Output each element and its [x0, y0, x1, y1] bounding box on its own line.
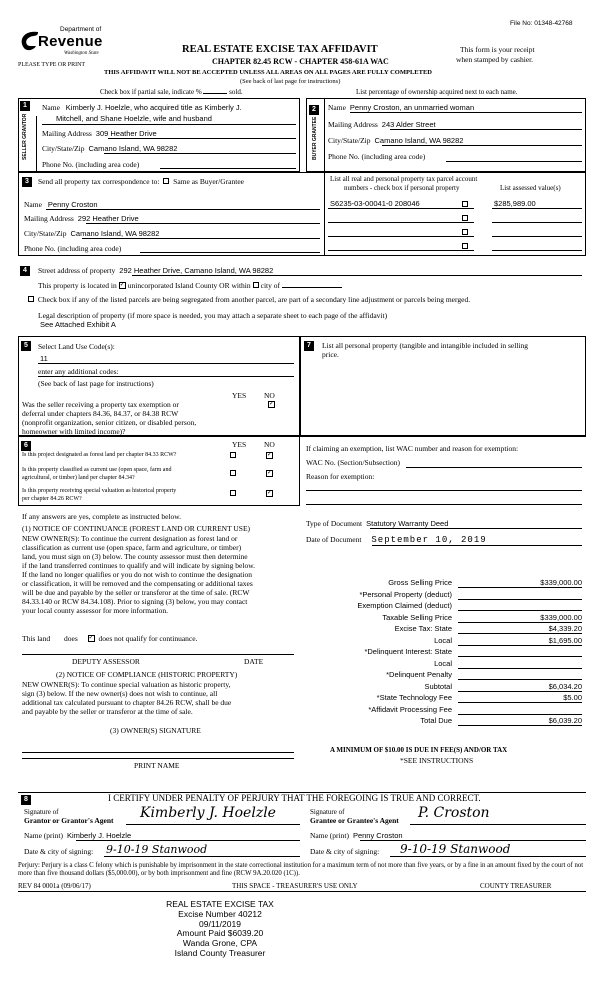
- personal-property-checkbox-1[interactable]: [462, 201, 468, 207]
- grantee-signature[interactable]: P. Croston: [418, 805, 490, 821]
- s2-city-row: City/State/Zip Camano Island, WA 98282: [328, 136, 464, 145]
- grantee-print-name[interactable]: Penny Croston: [352, 831, 403, 840]
- calc-value[interactable]: $339,000.00: [458, 578, 582, 588]
- receipt-note-2: when stamped by cashier.: [456, 55, 534, 64]
- please-type: PLEASE TYPE OR PRINT: [18, 62, 86, 68]
- s4-street-row: Street address of property 292 Heather Drive, Camano Island, WA 98282: [38, 266, 274, 275]
- s6-yes-header: YES: [232, 440, 247, 449]
- document-type[interactable]: Statutory Warranty Deed: [366, 519, 449, 528]
- document-date[interactable]: September 10, 2019: [371, 535, 487, 545]
- personal-property-checkbox-4[interactable]: [462, 243, 468, 249]
- land-use-code[interactable]: 11: [40, 354, 48, 363]
- sold-label: sold.: [229, 88, 243, 96]
- section-3-number: 3: [22, 176, 32, 187]
- section-5-number: 5: [21, 340, 31, 351]
- section-7-number: 7: [304, 340, 314, 351]
- seller-name-line1[interactable]: Kimberly J. Hoelzle, who acquired title as Kimberly J.: [65, 103, 242, 112]
- notice-compliance-title: (2) NOTICE OF COMPLIANCE (HISTORIC PROPERTY): [56, 670, 238, 679]
- calc-value[interactable]: [458, 705, 582, 715]
- section-7-personal-property: [300, 336, 586, 436]
- calc-row: [308, 601, 588, 612]
- calc-value[interactable]: $1,695.00: [458, 636, 582, 646]
- buyer-city[interactable]: Camano Island, WA 98282: [374, 136, 464, 145]
- personal-property-label-1: List all personal property (tangible and intangible included in selling: [322, 341, 528, 350]
- exemption-label: If claiming an exemption, list WAC number and reason for exemption:: [306, 444, 519, 453]
- treasurer-space-label: THIS SPACE - TREASURER'S USE ONLY: [232, 882, 358, 890]
- s1-name-label: Name: [42, 103, 60, 112]
- s5-question-line3: (nonprofit organization, senior citizen, or disabled person,: [22, 418, 197, 427]
- s3-mail-row: Mailing Address 292 Heather Drive: [24, 214, 139, 223]
- list-percentage-note: List percentage of ownership acquired next to each name.: [356, 88, 518, 96]
- calc-row: [308, 613, 588, 624]
- tax-correspondence-address[interactable]: 292 Heather Drive: [77, 214, 139, 223]
- personal-property-label-2: price.: [322, 350, 339, 359]
- s5-yes-header: YES: [232, 391, 247, 400]
- county-treasurer-label: COUNTY TREASURER: [480, 882, 552, 890]
- dor-logo: [18, 26, 118, 62]
- calc-label: Total Due: [420, 716, 452, 725]
- reason-input[interactable]: [306, 490, 582, 491]
- assessed-value-1[interactable]: $285,989.00: [494, 199, 536, 208]
- calc-value[interactable]: [458, 647, 582, 657]
- stamp-line-6: Island County Treasurer: [174, 947, 266, 958]
- s4-segregated-row: Check box if any of the listed parcels are being segregated from another parcel, are part of a secondary line adjustment or parcels being merged.: [26, 295, 470, 304]
- grantee-name-row: Name (print) Penny Croston: [310, 831, 403, 840]
- s2-mail-row: Mailing Address 243 Alder Street: [328, 120, 436, 129]
- notice-continuance-body: NEW OWNER(S): To continue the current designation as forest land or classification as current use (open space, farm and agriculture, or timber) land, you must sign on (3) below. The county assessor must then determine if the land transferred continues to qualify and will indicate by signing below. If the land no longer qualifies or you do not wish to continue the designation or classification, it will be removed and the compensating or additional taxes will be due and payable by the seller or transferor at the time of sale. (RCW 84.33.140 or RCW 84.34.108). Prior to signing (3) below, you may contact your local county assessor for more information.: [22, 534, 255, 615]
- s6-q3-yes[interactable]: [230, 490, 236, 496]
- deputy-assessor-label: DEPUTY ASSESSOR: [72, 657, 140, 666]
- calc-value[interactable]: [458, 590, 582, 600]
- s5-question-line1: Was the seller receiving a property tax exemption or: [22, 400, 179, 409]
- s6-q3-no[interactable]: ✓: [267, 489, 273, 496]
- calc-label: Excise Tax: State: [394, 624, 452, 633]
- grantor-name-row: Name (print) Kimberly J. Hoelzle: [24, 831, 132, 840]
- calc-label: Local: [434, 658, 452, 668]
- stamp-line-5: Wanda Grone, CPA: [182, 938, 258, 949]
- if-yes-note: If any answers are yes, complete as instructed below.: [22, 512, 182, 521]
- buyer-mailing-address[interactable]: 243 Alder Street: [381, 120, 436, 129]
- partial-sale-row: [100, 88, 243, 96]
- section-4-number: 4: [20, 265, 30, 276]
- partial-sale-input[interactable]: [203, 93, 227, 94]
- grantor-sig-label-1: Signature of: [24, 808, 59, 816]
- calc-row: [308, 590, 588, 601]
- calc-value[interactable]: $339,000.00: [458, 613, 582, 623]
- s6-q3-line1: Is this property receiving special valuation as historical property: [22, 488, 177, 494]
- grantor-date-label: Date & city of signing:: [24, 847, 94, 856]
- stamp-line-3: 09/11/2019: [199, 918, 241, 929]
- calc-value[interactable]: $5.00: [458, 693, 582, 703]
- calc-row: [308, 647, 588, 658]
- calc-row: [308, 705, 588, 716]
- notice-compliance-body: NEW OWNER(S): To continue special valuation as historic property, sign (3) below. If the new owner(s) does not wish to continue, all additional tax calculated pursuant to chapter 84.26 RCW, shall be due and payable by the seller or transferor at the time of sale.: [22, 680, 232, 716]
- minimum-fee-note: A MINIMUM OF $10.00 IS DUE IN FEE(S) AND/OR TAX: [330, 746, 508, 754]
- buyer-name[interactable]: Penny Croston, an unmarried woman: [349, 103, 475, 112]
- seller-city[interactable]: Camano Island, WA 98282: [88, 144, 178, 153]
- logo-line2: Revenue: [38, 33, 103, 50]
- seller-phone-label: Phone No. (including area code): [42, 160, 140, 169]
- calc-row: [308, 659, 588, 670]
- calc-label: *Personal Property (deduct): [359, 589, 452, 599]
- calc-value[interactable]: [458, 601, 582, 611]
- seller-mailing-address[interactable]: 309 Heather Drive: [95, 129, 157, 138]
- doc-date-row: Date of Document September 10, 2019: [306, 535, 487, 545]
- partial-sale-label: Check box if partial sale, indicate %: [100, 88, 202, 96]
- s6-q2-line1: Is this property classified as current use (open space, farm and: [22, 467, 172, 473]
- same-as-buyer-checkbox[interactable]: [163, 178, 169, 184]
- tax-correspondence-name[interactable]: Penny Croston: [47, 200, 98, 209]
- calc-row: [308, 670, 588, 681]
- city-of-checkbox[interactable]: [253, 282, 259, 288]
- tax-correspondence-city[interactable]: Camano Island, WA 98282: [70, 229, 160, 238]
- certify-statement: I CERTIFY UNDER PENALTY OF PERJURY THAT THE FOREGOING IS TRUE AND CORRECT.: [108, 793, 481, 803]
- deputy-date-label: DATE: [244, 657, 264, 666]
- s5-no-header: NO: [264, 391, 275, 400]
- s3-send-row: [38, 177, 244, 186]
- legal-description[interactable]: See Attached Exhibit A: [40, 320, 116, 329]
- grantor-signature[interactable]: Kimberly J. Hoelzle: [140, 805, 276, 821]
- treasurer-stamp: [120, 900, 320, 959]
- calc-row: [308, 636, 588, 647]
- section-2-number: 2: [309, 104, 319, 115]
- receipt-note-1: This form is your receipt: [460, 45, 535, 54]
- grantee-date-city[interactable]: 9-10-19 Stanwood: [400, 842, 511, 856]
- stamp-line-4: Amount Paid $6039.20: [176, 928, 264, 939]
- form-revision: REV 84 0001a (09/06/17): [18, 882, 91, 890]
- s6-q2-line2: agricultural, or timber) land per chapter 84.34?: [22, 475, 135, 481]
- section-6-number: 6: [21, 440, 31, 451]
- s6-q3-line2: per chapter 84.26 RCW?: [22, 496, 82, 502]
- s6-q1-no[interactable]: ✓: [267, 451, 273, 458]
- grantee-sig-label-1: Signature of: [310, 808, 345, 816]
- unincorporated-checkbox[interactable]: ✓: [119, 281, 125, 288]
- calc-label: Gross Selling Price: [388, 578, 452, 587]
- calc-row: [308, 624, 588, 635]
- logo-line1: Department of: [60, 26, 102, 33]
- grantor-sig-label-2: Grantor or Grantor's Agent: [24, 816, 114, 825]
- grantor-date-city[interactable]: 9-10-19 Stanwood: [106, 843, 208, 856]
- s1-city-row: City/State/Zip Camano Island, WA 98282: [42, 144, 178, 153]
- this-land-row: This land does ✓ does not qualify for continuance.: [22, 634, 198, 643]
- grantee-date-label: Date & city of signing:: [310, 847, 380, 856]
- calc-label: Taxable Selling Price: [382, 612, 452, 622]
- s6-no-header: NO: [264, 440, 275, 449]
- calc-row: [308, 716, 588, 727]
- perjury-statement: Perjury: Perjury is a class C felony which is punishable by imprisonment in the state correctional institution for a maximum term of not more than five years, or by a fine in an amount fixed by the court of not more than five thousand dollars ($5,000.00), or by both imprisonment and fine (RCW 9A.20.020 (1C)).: [18, 862, 584, 878]
- s6-q2-no[interactable]: ✓: [267, 469, 273, 476]
- seller-grantor-label: SELLER GRANTOR: [22, 113, 28, 160]
- legal-description-label: Legal description of property (if more space is needed, you may attach a separate sheet to each page of the affidavit): [38, 311, 388, 320]
- parcel-header-1: List all real and personal property tax parcel account: [330, 175, 478, 183]
- property-street-address[interactable]: 292 Heather Drive, Camano Island, WA 98282: [119, 266, 274, 275]
- grantor-print-name[interactable]: Kimberly J. Hoelzle: [66, 831, 132, 840]
- parcel-header-2: numbers - check box if personal property: [344, 184, 460, 192]
- calc-row: [308, 682, 588, 693]
- tax-correspondence-phone-label: Phone No. (including area code): [24, 244, 122, 253]
- calc-label: Exemption Claimed (deduct): [357, 601, 452, 610]
- section-8-number: 8: [21, 794, 31, 805]
- owner-signature-title: (3) OWNER(S) SIGNATURE: [110, 726, 201, 735]
- s6-q2-yes[interactable]: [230, 470, 236, 476]
- s4-located-row: This property is located in ✓ unincorporated Island County OR within city of: [38, 281, 342, 290]
- logo-line3: Washington State: [64, 51, 99, 56]
- calc-row: [308, 693, 588, 704]
- parcel-number-1[interactable]: S6235-03-00041-0 208046: [330, 199, 420, 208]
- reason-label: Reason for exemption:: [306, 472, 375, 481]
- s3-city-row: City/State/Zip Camano Island, WA 98282: [24, 229, 160, 238]
- wac-label: WAC No. (Section/Subsection): [306, 458, 400, 467]
- calc-label: *State Technology Fee: [376, 693, 452, 702]
- section-1-number: 1: [20, 100, 30, 111]
- calc-value[interactable]: [458, 659, 582, 669]
- s2-name-row: Name Penny Croston, an unmarried woman: [328, 103, 475, 112]
- grantee-sig-label-2: Grantee or Grantee's Agent: [310, 816, 399, 825]
- personal-property-checkbox-3[interactable]: [462, 229, 468, 235]
- buyer-grantee-label: BUYER GRANTEE: [312, 116, 318, 160]
- land-use-label: Select Land Use Code(s):: [38, 342, 115, 351]
- assessed-header: List assessed value(s): [500, 184, 561, 192]
- s5-question-line2: deferral under chapters 84.36, 84.37, or 84.38 RCW: [22, 409, 179, 418]
- calc-label: Subtotal: [424, 681, 452, 691]
- stamp-line-1: REAL ESTATE EXCISE TAX: [166, 899, 274, 909]
- buyer-phone-label: Phone No. (including area code): [328, 152, 426, 161]
- calc-value[interactable]: [458, 670, 582, 680]
- seller-name-line2[interactable]: Mitchell, and Shane Hoelzle, wife and husband: [56, 114, 212, 123]
- calc-value[interactable]: $6,039.20: [458, 716, 582, 726]
- owner-signature-line[interactable]: [22, 752, 294, 753]
- see-instructions-note: *SEE INSTRUCTIONS: [400, 756, 474, 765]
- calc-label: *Delinquent Interest: State: [364, 647, 452, 656]
- doc-type-row: Type of Document Statutory Warranty Deed: [306, 519, 449, 528]
- form-title: REAL ESTATE EXCISE TAX AFFIDAVIT: [182, 44, 378, 55]
- send-correspondence-label: Send all property tax correspondence to:: [38, 177, 160, 186]
- form-subtitle: CHAPTER 82.45 RCW - CHAPTER 458-61A WAC: [212, 57, 389, 66]
- calc-label: *Delinquent Penalty: [386, 670, 452, 679]
- s5-no-checkbox[interactable]: ✓: [269, 400, 275, 407]
- s1-name-row: [42, 103, 242, 112]
- print-name-label: PRINT NAME: [134, 761, 180, 770]
- s5-question-line4: homeowner with limited income)?: [22, 427, 126, 436]
- stamp-line-2: Excise Number 40212: [178, 908, 262, 919]
- warning-text: THIS AFFIDAVIT WILL NOT BE ACCEPTED UNLESS ALL AREAS ON ALL PAGES ARE FULLY COMPLETED: [104, 69, 432, 76]
- notice-continuance-title: (1) NOTICE OF CONTINUANCE (FOREST LAND OR CURRENT USE): [22, 524, 251, 533]
- does-not-qualify-checkbox[interactable]: ✓: [88, 634, 94, 641]
- calc-row: [308, 578, 588, 589]
- s6-q1: Is this project designated as forest land per chapter 84.33 RCW?: [22, 452, 177, 458]
- calc-label: *Affidavit Processing Fee: [368, 704, 452, 714]
- segregated-checkbox[interactable]: [28, 296, 34, 302]
- s6-q1-yes[interactable]: [230, 452, 236, 458]
- s1-mail-row: Mailing Address 309 Heather Drive: [42, 129, 157, 138]
- personal-property-checkbox-2[interactable]: [462, 215, 468, 221]
- s5-see-back: (See back of last page for instructions): [38, 379, 154, 388]
- s3-name-row: Name Penny Croston: [24, 200, 98, 209]
- file-number: File No: 01348-42768: [510, 20, 573, 27]
- calc-value[interactable]: $6,034.20: [458, 682, 582, 692]
- additional-codes-label: enter any additional codes:: [38, 367, 119, 376]
- calc-value[interactable]: $4,339.20: [458, 624, 582, 634]
- wac-input[interactable]: [406, 467, 582, 468]
- see-back-note: (See back of last page for instructions): [240, 78, 341, 85]
- city-of-input[interactable]: [282, 287, 342, 288]
- calc-label: Local: [434, 635, 452, 645]
- same-as-buyer-label: Same as Buyer/Grantee: [173, 177, 244, 186]
